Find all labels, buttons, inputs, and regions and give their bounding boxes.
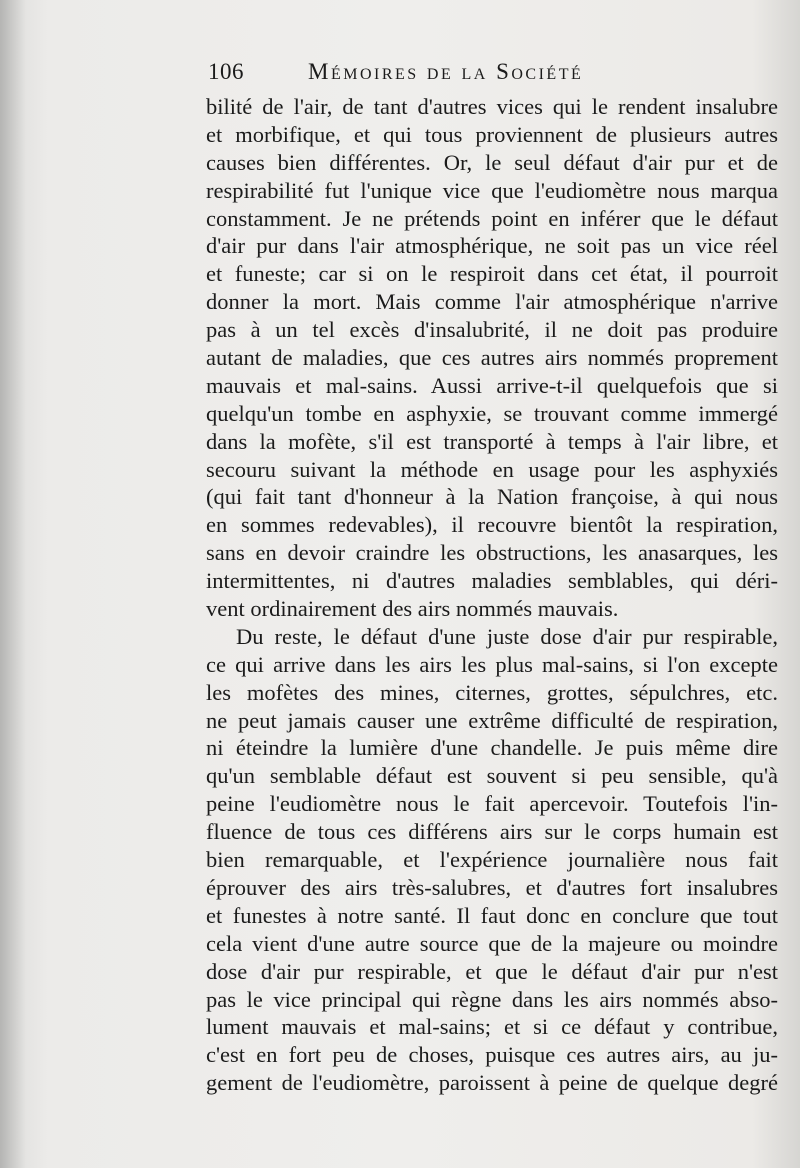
binding-shadow	[0, 0, 26, 1168]
text-line: quelqu'un tombe en asphyxie, se trouvant comme immergé	[206, 400, 778, 426]
text-line: causes bien différentes. Or, le seul défaut d'air pur et de	[206, 149, 778, 175]
paragraph-2	[206, 623, 778, 1097]
text-line: et morbifique, et qui tous proviennent de plusieurs autres	[206, 121, 778, 147]
text-line: ne peut jamais causer une extrême difficulté de respiration,	[206, 707, 778, 733]
text-line: autant de maladies, que ces autres airs nommés proprement	[206, 345, 778, 371]
text-line: vent ordinairement des airs nommés mauvais.	[206, 596, 619, 622]
text-line: et funestes à notre santé. Il faut donc en conclure que tout	[206, 902, 778, 928]
text-line: lument mauvais et mal-sains; et si ce défaut y contribue,	[206, 1014, 778, 1040]
text-line: (qui fait tant d'honneur à la Nation françoise, à qui nous	[206, 484, 778, 510]
text-line: et funeste; car si on le respiroit dans cet état, il pourroit	[206, 261, 778, 287]
text-line: sans en devoir craindre les obstructions, les anasarques, les	[206, 540, 778, 566]
text-line: mauvais et mal-sains. Aussi arrive-t-il quelquefois que si	[206, 372, 778, 398]
text-line: dose d'air pur respirable, et que le défaut d'air pur n'est	[206, 958, 778, 984]
text-line: respirabilité fut l'unique vice que l'eudiomètre nous marqua	[206, 177, 778, 203]
text-line: les mofètes des mines, citernes, grottes, sépulchres, etc.	[206, 679, 778, 705]
text-line: qu'un semblable défaut est souvent si peu sensible, qu'à	[206, 763, 778, 789]
text-line: d'air pur dans l'air atmosphérique, ne soit pas un vice réel	[206, 233, 778, 259]
text-line: éprouver des airs très-salubres, et d'autres fort insalubres	[206, 874, 778, 900]
body-text	[206, 93, 778, 1097]
text-line: pas le vice principal qui règne dans les airs nommés abso-	[206, 986, 778, 1012]
text-line: en sommes redevables), il recouvre bientôt la respiration,	[206, 512, 778, 538]
text-line: peine l'eudiomètre nous le fait apercevoir. Toutefois l'in-	[206, 791, 778, 817]
text-line: Du reste, le défaut d'une juste dose d'air pur respirable,	[236, 623, 778, 649]
page-header	[208, 57, 688, 87]
text-line: ni éteindre la lumière d'une chandelle. Je puis même dire	[206, 735, 778, 761]
text-line: constamment. Je ne prétends point en inférer que le défaut	[206, 205, 778, 231]
text-line: donner la mort. Mais comme l'air atmosphérique n'arrive	[206, 289, 778, 315]
page-number: 106	[208, 59, 244, 84]
text-line: intermittentes, ni d'autres maladies semblables, qui déri-	[206, 568, 778, 594]
text-line: pas à un tel excès d'insalubrité, il ne doit pas produire	[206, 317, 778, 343]
text-line: dans la mofète, s'il est transporté à temps à l'air libre, et	[206, 428, 778, 454]
text-line: bien remarquable, et l'expérience journalière nous fait	[206, 847, 778, 873]
text-line: cela vient d'une autre source que de la majeure ou moindre	[206, 930, 778, 956]
running-head: Mémoires de la Société	[308, 59, 584, 84]
text-line: bilité de l'air, de tant d'autres vices qui le rendent insalubre	[206, 94, 778, 119]
paragraph-1	[206, 93, 778, 623]
text-line: fluence de tous ces différens airs sur le corps humain est	[206, 819, 778, 845]
text-line: gement de l'eudiomètre, paroissent à peine de quelque degré	[206, 1070, 778, 1096]
text-line: secouru suivant la méthode en usage pour les asphyxiés	[206, 456, 778, 482]
text-line: c'est en fort peu de choses, puisque ces autres airs, au ju-	[206, 1042, 778, 1068]
text-line: ce qui arrive dans les airs les plus mal-sains, si l'on excepte	[206, 651, 778, 677]
